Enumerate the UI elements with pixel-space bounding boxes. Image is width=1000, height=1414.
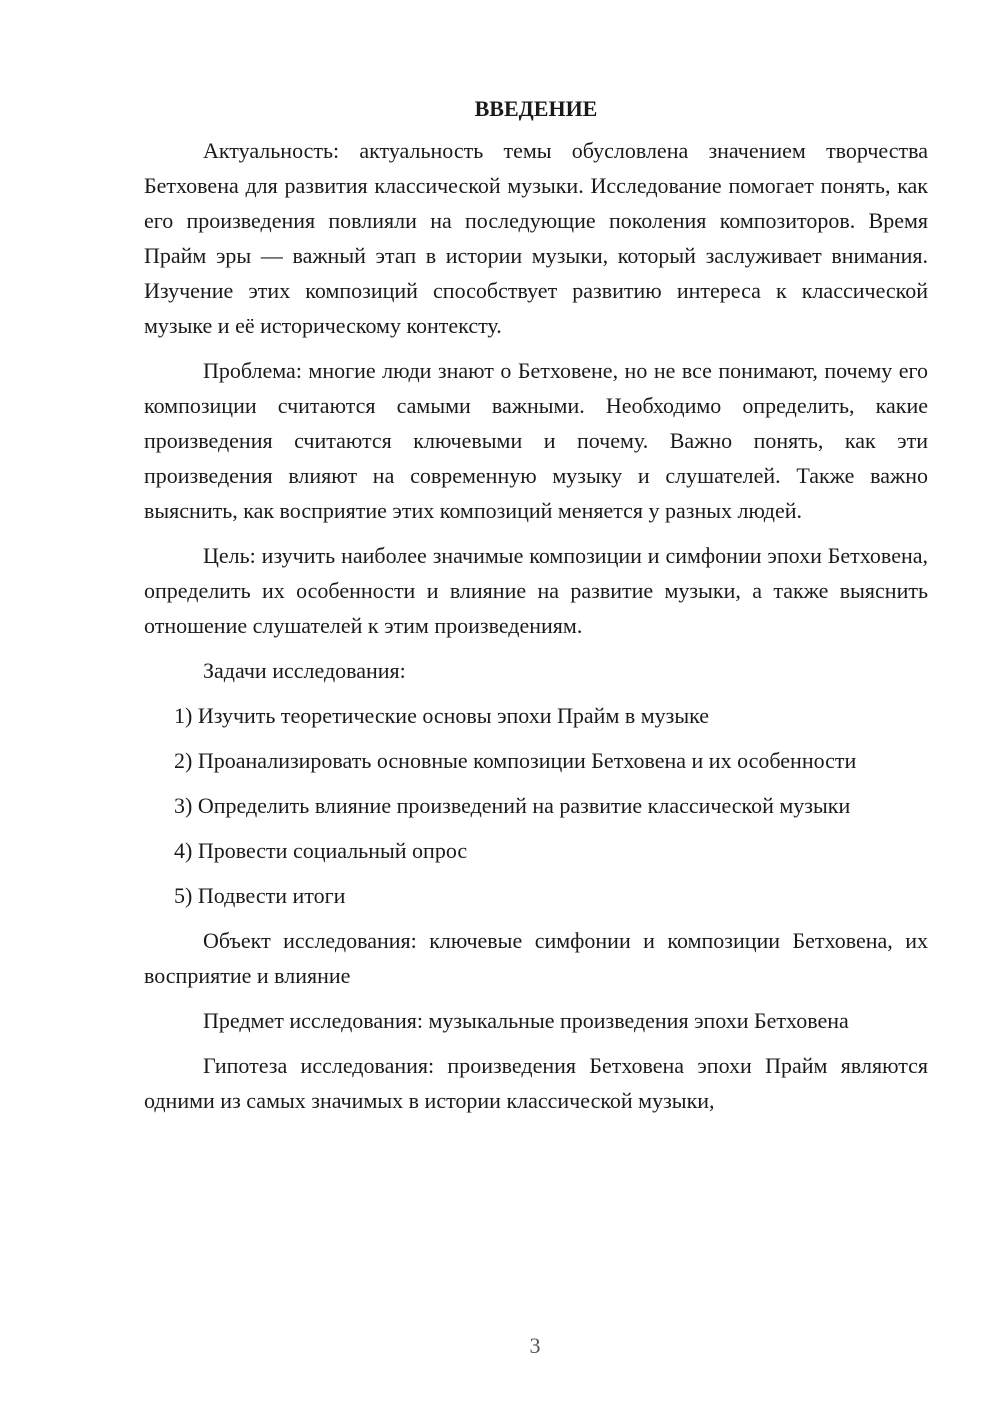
- task-item: 4) Провести социальный опрос: [174, 838, 468, 863]
- task-item: 1) Изучить теоретические основы эпохи Прайм в музыке: [174, 703, 710, 728]
- subject-paragraph: Предмет исследования: музыкальные произведения эпохи Бетховена: [203, 1008, 849, 1033]
- task-item: 2) Проанализировать основные композиции Бетховена и их особенности: [174, 748, 857, 773]
- page-title: ВВЕДЕНИЕ: [474, 96, 598, 121]
- goal-paragraph: Цель: изучить наиболее значимые композиции и симфонии эпохи Бетховена, определить их особенности и влияние на развитие музыки, а также выяснить отношение слушателей к этим произведениям.: [144, 543, 928, 638]
- page-number: 3: [529, 1333, 541, 1358]
- object-paragraph: Объект исследования: ключевые симфонии и композиции Бетховена, их восприятие и влияние: [144, 928, 928, 988]
- relevance-paragraph: Актуальность: актуальность темы обусловлена значением творчества Бетховена для развития классической музыки. Исследование помогает понять, как его произведения повлияли на последующие поколения композиторов. Время Прайм эры — важный этап в истории музыки, который заслуживает внимания. Изучение этих композиций способствует развитию интереса к классической музыке и её историческому контексту.: [144, 138, 928, 338]
- tasks-heading: Задачи исследования:: [203, 658, 406, 683]
- task-item: 5) Подвести итоги: [174, 883, 346, 908]
- task-item: 3) Определить влияние произведений на развитие классической музыки: [174, 793, 851, 818]
- problem-paragraph: Проблема: многие люди знают о Бетховене, но не все понимают, почему его композиции считаются самыми важными. Необходимо определить, какие произведения считаются ключевыми и почему. Важно понять, как эти произведения влияют на современную музыку и слушателей. Также важно выяснить, как восприятие этих композиций меняется у разных людей.: [144, 358, 928, 523]
- hypothesis-paragraph: Гипотеза исследования: произведения Бетховена эпохи Прайм являются одними из самых значимых в истории классической музыки,: [144, 1053, 928, 1113]
- document-page: [144, 90, 928, 1128]
